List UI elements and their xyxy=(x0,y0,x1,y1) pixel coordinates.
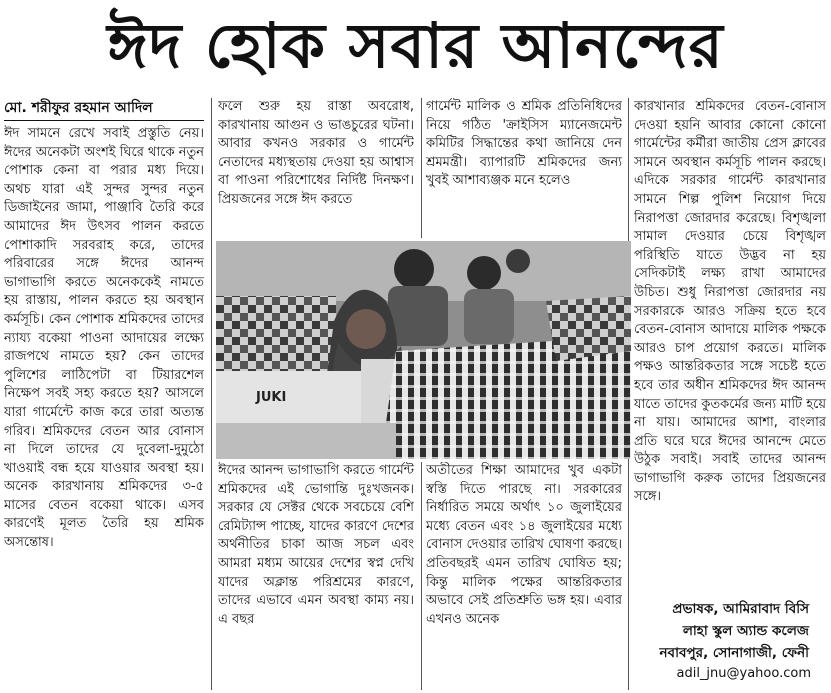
signature-line: প্রভাষক, আমিরাবাদ বিসি xyxy=(672,601,809,617)
column-4-text: কারখানার শ্রমিকদের বেতন-বোনাস দেওয়া হয়নি আবার কোনো কোনো গার্মেন্টের কর্মীরা জাতীয় প্রেস ক্লাবের সামনে অবস্থান কর্মসূচি পালন করছে। এদিকে সরকার গার্মেন্ট কারখানার সামনে শিল্প পুলিশ নিয়োগ দিয়ে নিরাপত্তা জোরদার করেছে। বিশৃঙ্খলা সামাল দেওয়ার চেয়ে বিশৃঙ্খল পরিস্থিতি যাতে উদ্ভব না হয় সেদিকটাই লক্ষ্য রাখা আমাদের উচিত। শুধু নিরাপত্তা জোরদার নয় সরকারকে আরও সক্রিয় হতে হবে বেতন-বোনাস আদায়ে মালিক পক্ষকে আরও চাপ প্রয়োগ করতে। মালিক পক্ষও আন্তরিকতার সঙ্গে সচেষ্ট হতে হবে তার অধীন শ্রমিকদের ঈদ আনন্দ যাতে তাদের কুতকর্মের জন্য মাটি হয়ে না যায়। আমাদের আশা, বাংলার প্রতি ঘরে ঘরে ঈদের আনন্দে মেতে উঠুক সবাই। সবাই তাদের আনন্দ ভাগাভাগি করুক তাদের প্রিয়জনের সঙ্গে। xyxy=(634,99,826,505)
column-2-top xyxy=(218,98,414,238)
column-2-top-text: ফলে শুরু হয় রাস্তা অবরোধ, কারখানায় আগুন ও ভাঙচুরের ঘটনা। আবার কখনও সরকার ও গার্মেন্ট নেতাদের মধ্যস্থতায় দেওয়া হয় আশ্বাস বা পাওনা পরিশোধের নির্দিষ্ট দিনক্ষণ। প্রিয়জনের সঙ্গে ঈদ করতে xyxy=(218,99,414,207)
author-email: adil_jnu@yahoo.com xyxy=(676,666,811,681)
machine-label: JUKI xyxy=(256,390,287,405)
column-4 xyxy=(634,98,826,598)
column-3-bottom xyxy=(426,462,622,690)
column-1 xyxy=(4,98,204,690)
column-3-bottom-text: অতীতের শিক্ষা আমাদের খুব একটা স্বস্তি দিতে পারছে না। সরকারের নির্ধারিত সময়ে অর্থাৎ ১০ জুলাইয়ের মধ্যে বেতন এবং ১৪ জুলাইয়ের মধ্যে বোনাস দেওয়ার তারিখ ঘোষণা করছে। প্রতিবছরই এমন তারিখ ঘোষিত হয়; কিন্তু মালিক পক্ষের আন্তরিকতার অভাবে সেই প্রতিশ্রুতি ভঙ্গ হয়। এবার এখনও অনেক xyxy=(426,463,622,627)
author-signature xyxy=(609,598,809,664)
byline: মো. শরীফুর রহমান আদিল xyxy=(4,98,204,121)
column-divider xyxy=(211,98,212,690)
signature-line: লাহা স্কুল অ্যান্ড কলেজ xyxy=(682,623,809,639)
column-divider xyxy=(421,98,422,238)
garment-worker-photo xyxy=(216,241,631,459)
column-1-text: ঈদ সামনে রেখে সবাই প্রস্তুতি নেয়। ঈদের অনেকটা অংশই ঘিরে থাকে নতুন পোশাক কেনা বা পরার মধ্য দিয়ে। অথচ যারা এই সুন্দর সুন্দর নতুন ডিজাইনের জামা, পাঞ্জাবি তৈরি করে আমাদের ঈদ উৎসব পালন করতে পোশাকাদি সরবরাহ করে, তাদের পরিবারের সঙ্গে ঈদের আনন্দ ভাগাভাগি করতে অনেককেই নামতে হয় রাস্তায়, পালন করতে হয় অবস্থান কর্মসূচি। কেন পোশাক শ্রমিকদের তাদের ন্যায্য বকেয়া পাওনা আদায়ের লক্ষ্যে রাজপথে নামতে হয়? কেন তাদের পুলিশের লাঠিপেটা বা টিয়ারশেল নিক্ষেপ সবই সহ্য করতে হয়? আসলে যারা গার্মেন্টে কাজ করে তারা অত্যন্ত গরিব। শ্রমিকদের বেতন আর বোনাস না দিলে তাদের যে দুবেলা-দুমুঠো খাওয়াই বন্ধ হয়ে যাওয়ার অবস্থা হয়। অনেক কারখানায় শ্রমিকদের ৩-৫ মাসের বেতন বকেয়া থাকে। এসব কারণেই মূলত তৈরি হয় শ্রমিক অসন্তোষ। xyxy=(4,126,204,551)
column-2-bottom-text: ঈদের আনন্দ ভাগাভাগি করতে গার্মেন্ট শ্রমিকদের এই ভোগান্তি দুঃখজনক। সরকার যে সেক্টর থেকে সবচেয়ে বেশি রেমিট্যান্স পাচ্ছে, যাদের কারণে দেশের অর্থনীতির চাকা আজ সচল এবং আমরা মধ্যম আয়ের দেশের স্বপ্ন দেখি যাদের অক্লান্ত পরিশ্রমের কারণে, তাদের এভাবে এমন অবস্থা কাম্য নয়। এ বছর xyxy=(218,463,414,627)
column-2-bottom xyxy=(218,462,414,690)
headline: ঈদ হোক সবার আনন্দের xyxy=(107,9,724,82)
column-divider xyxy=(421,462,422,690)
signature-line: নবাবপুর, সোনাগাজী, ফেনী xyxy=(659,645,809,661)
column-3-top xyxy=(426,98,622,238)
column-3-top-text: গার্মেন্ট মালিক ও শ্রমিক প্রতিনিধিদের নিয়ে গঠিত 'ক্রাইসিস ম্যানেজমেন্ট কমিটির সিদ্ধান্তের কথা জানিয়ে দেন শ্রমমন্ত্রী। ব্যাপারটি শ্রমিকদের জন্য খুবই আশাব্যঞ্জক মনে হলেও xyxy=(426,99,622,189)
